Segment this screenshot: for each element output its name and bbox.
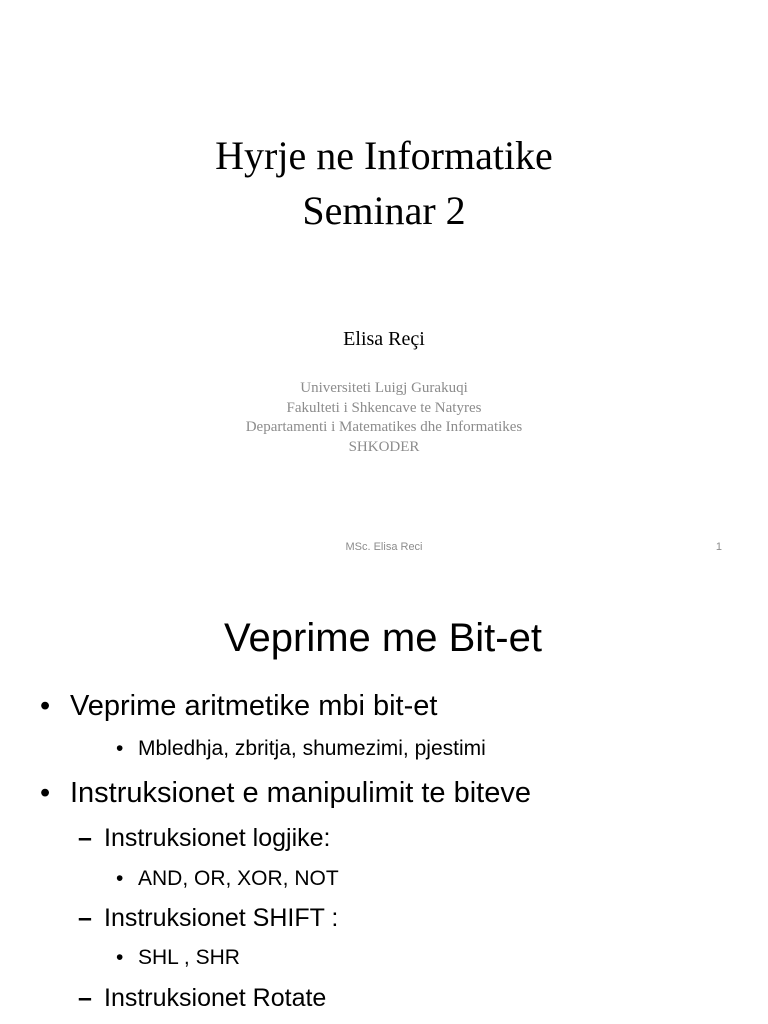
list-item: [78, 983, 326, 1013]
bullet-icon: •: [116, 867, 124, 890]
list-item: [116, 866, 339, 892]
dash-icon: –: [78, 824, 92, 852]
university-name: Universiteti Luigj Gurakuqi: [300, 380, 468, 396]
list-item: [78, 823, 331, 853]
slide-footer: MSc. Elisa Reci: [345, 541, 423, 553]
bullet-icon: •: [116, 737, 124, 760]
list-item: [78, 903, 338, 933]
list-item-text: Instruksionet e manipulimit te biteve: [70, 777, 531, 809]
list-item: [116, 945, 240, 971]
list-item: [40, 689, 437, 723]
list-item-text: Instruksionet SHIFT :: [104, 904, 339, 932]
list-item-text: SHL , SHR: [138, 946, 240, 969]
list-item: [40, 776, 531, 810]
department-name: Departamenti i Matematikes dhe Informatikes: [245, 419, 523, 435]
slide-title-line-2: Seminar 2: [302, 188, 466, 233]
dash-icon: –: [78, 904, 92, 932]
city-name: SHKODER: [348, 438, 420, 455]
content-slide: [0, 578, 768, 1024]
faculty-name: Fakulteti i Shkencave te Natyres: [286, 399, 482, 416]
list-item-text: Mbledhja, zbritja, shumezimi, pjestimi: [138, 737, 486, 760]
list-item-text: Instruksionet logjike:: [104, 824, 331, 852]
slide-title: Veprime me Bit-et: [224, 616, 542, 660]
slide-number: 1: [715, 541, 722, 553]
list-item-text: Veprime aritmetike mbi bit-et: [70, 690, 438, 722]
slide-title-line-1: Hyrje ne Informatike: [215, 133, 553, 178]
bullet-icon: •: [40, 777, 51, 809]
bullet-icon: •: [40, 690, 51, 722]
dash-icon: –: [78, 984, 92, 1012]
bullet-icon: •: [116, 946, 124, 969]
affiliation-block: [0, 379, 768, 457]
list-item-text: AND, OR, XOR, NOT: [138, 867, 339, 890]
list-item-text: Instruksionet Rotate: [104, 984, 327, 1012]
list-item: [116, 736, 486, 762]
author-name: Elisa Reçi: [343, 328, 425, 350]
